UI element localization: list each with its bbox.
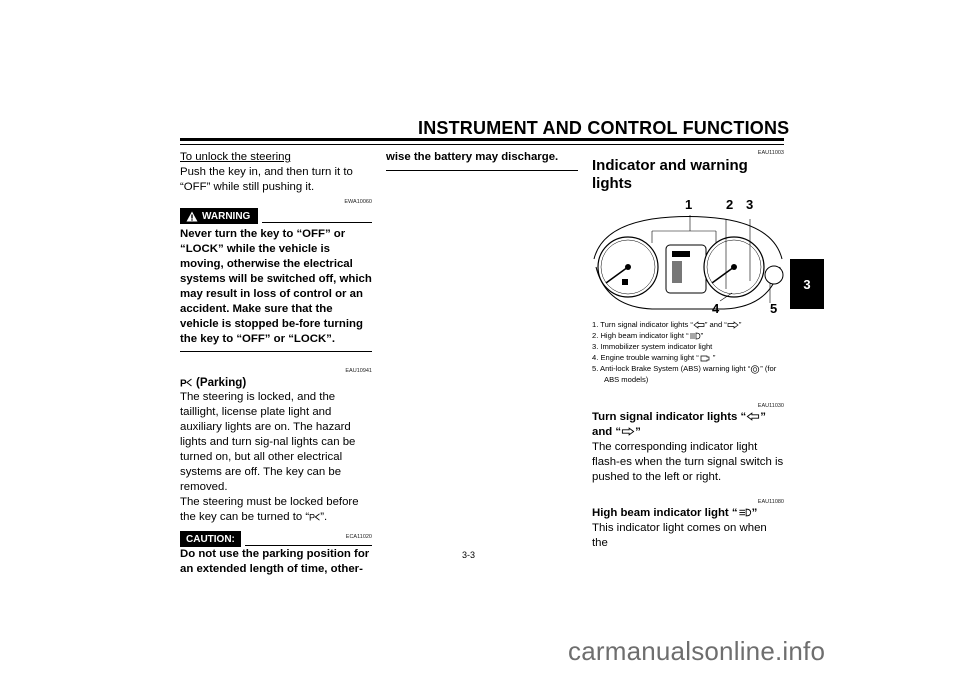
legend-5-text-a: 5. Anti-lock Brake System (ABS) warning light “ [592,364,751,373]
caution-text: Do not use the parking position for an extended length of time, other- [180,548,370,575]
turn-left-arrow-icon [693,321,705,329]
warning-triangle-icon [186,211,198,222]
page-header-title: INSTRUMENT AND CONTROL FUNCTIONS [418,118,790,138]
figure-callout-5: 5 [770,301,778,316]
warning-label: WARNING [202,210,251,222]
section-code: EAU11003 [757,150,784,156]
column-1 [180,150,372,577]
header-rule-thin [180,144,784,145]
turn-right-arrow-icon [621,427,635,436]
figure-callout-3: 3 [746,197,754,212]
warning-badge [180,208,258,224]
legend-2-text-b: ” [700,331,704,340]
legend-2-text-a: 2. High beam indicator light “ [592,331,689,340]
figure-legend-list [592,319,784,385]
chapter-tab: 3 [790,259,824,309]
legend-4-text-a: 4. Engine trouble warning light “ [592,353,699,362]
turn-heading-c: ” [635,426,641,438]
warning-text: Never turn the key to “OFF” or “LOCK” while the vehicle is moving, otherwise the electrical systems will be switched off, which may result in loss of control or an accident. Make sure that the vehicle is stopped be-fore turning the key to “OFF” or “LOCK”. [180,228,372,345]
legend-item-2 [592,330,784,341]
parking-text-2a: The steering must be locked before the key can be turned to “ [180,496,359,523]
section-title: Indicator and warning lights [592,157,748,192]
caution-badge [180,531,241,547]
legend-1-text-b: ” and “ [704,320,727,329]
unlock-paragraph: Push the key in, and then turn it to “OFF” while still pushing it. [180,166,353,193]
turn-text: The corresponding indicator light flash-es when the turn signal switch is pushed to the left or right. [592,441,784,483]
beam-heading-a: High beam indicator light “ [592,507,738,519]
turn-heading-b: ” and “ [592,411,766,438]
beam-text: This indicator light comes on when the [592,522,767,549]
caution-label: CAUTION: [186,533,235,545]
figure-callout-4: 4 [712,301,720,316]
parking-text-2 [180,495,372,525]
instrument-cluster-illustration [592,197,784,315]
high-beam-icon [738,508,752,517]
parking-heading [180,375,372,390]
warning-box [180,208,372,224]
warning-rule [262,222,372,223]
high-beam-icon [689,332,701,340]
engine-icon [699,354,711,362]
svg-text:P: P [309,512,316,522]
header-rule [180,138,784,141]
warning-bottom-rule [180,351,372,352]
parking-text-2b: ”. [320,511,328,523]
beam-heading-b: ” [751,507,758,519]
caution-continued: wise the battery may discharge. [386,151,559,163]
legend-1-text-a: 1. Turn signal indicator lights “ [592,320,693,329]
caution-rule [245,545,372,546]
parking-p-icon [180,377,192,388]
legend-5-text-b: ” (for ABS models) [604,364,777,384]
svg-text:P: P [180,378,187,388]
instrument-cluster-figure [592,197,784,315]
figure-callout-2: 2 [726,197,734,212]
parking-p-icon [309,512,320,522]
page-number: 3-3 [462,550,476,560]
unlock-subheading: To unlock the steering [180,151,291,163]
legend-item-4 [592,352,784,363]
legend-4-text-b: ” [710,353,716,362]
turn-right-arrow-icon [727,321,739,329]
legend-item-1 [592,319,784,330]
turn-code: EAU11030 [757,403,784,409]
turn-left-arrow-icon [746,412,760,421]
turn-heading [592,410,784,440]
column-2 [386,150,578,171]
watermark-text: carmanualsonline.info [568,636,826,666]
turn-heading-a: Turn signal indicator lights “ [592,411,747,423]
parking-text-1: The steering is locked, and the taillight, license plate light and auxiliary lights are on. The hazard lights and turn sig-nal lights can be turned on, but all other electrical systems are off. The key can be removed. [180,391,356,493]
figure-callout-1: 1 [685,197,693,212]
beam-code: EAU11080 [757,499,784,505]
caution-code: ECA11020 [345,534,372,540]
legend-item-3: 3. Immobilizer system indicator light [592,342,713,351]
caution-bottom-rule [386,170,578,171]
legend-1-text-c: ” [738,320,742,329]
column-3 [592,150,784,551]
beam-heading [592,506,784,521]
warning-code: EWA10060 [344,199,372,205]
legend-item-5 [592,363,784,385]
parking-code: EAU10941 [345,368,372,374]
parking-title: (Parking) [196,376,247,389]
abs-warning-icon [750,365,760,374]
